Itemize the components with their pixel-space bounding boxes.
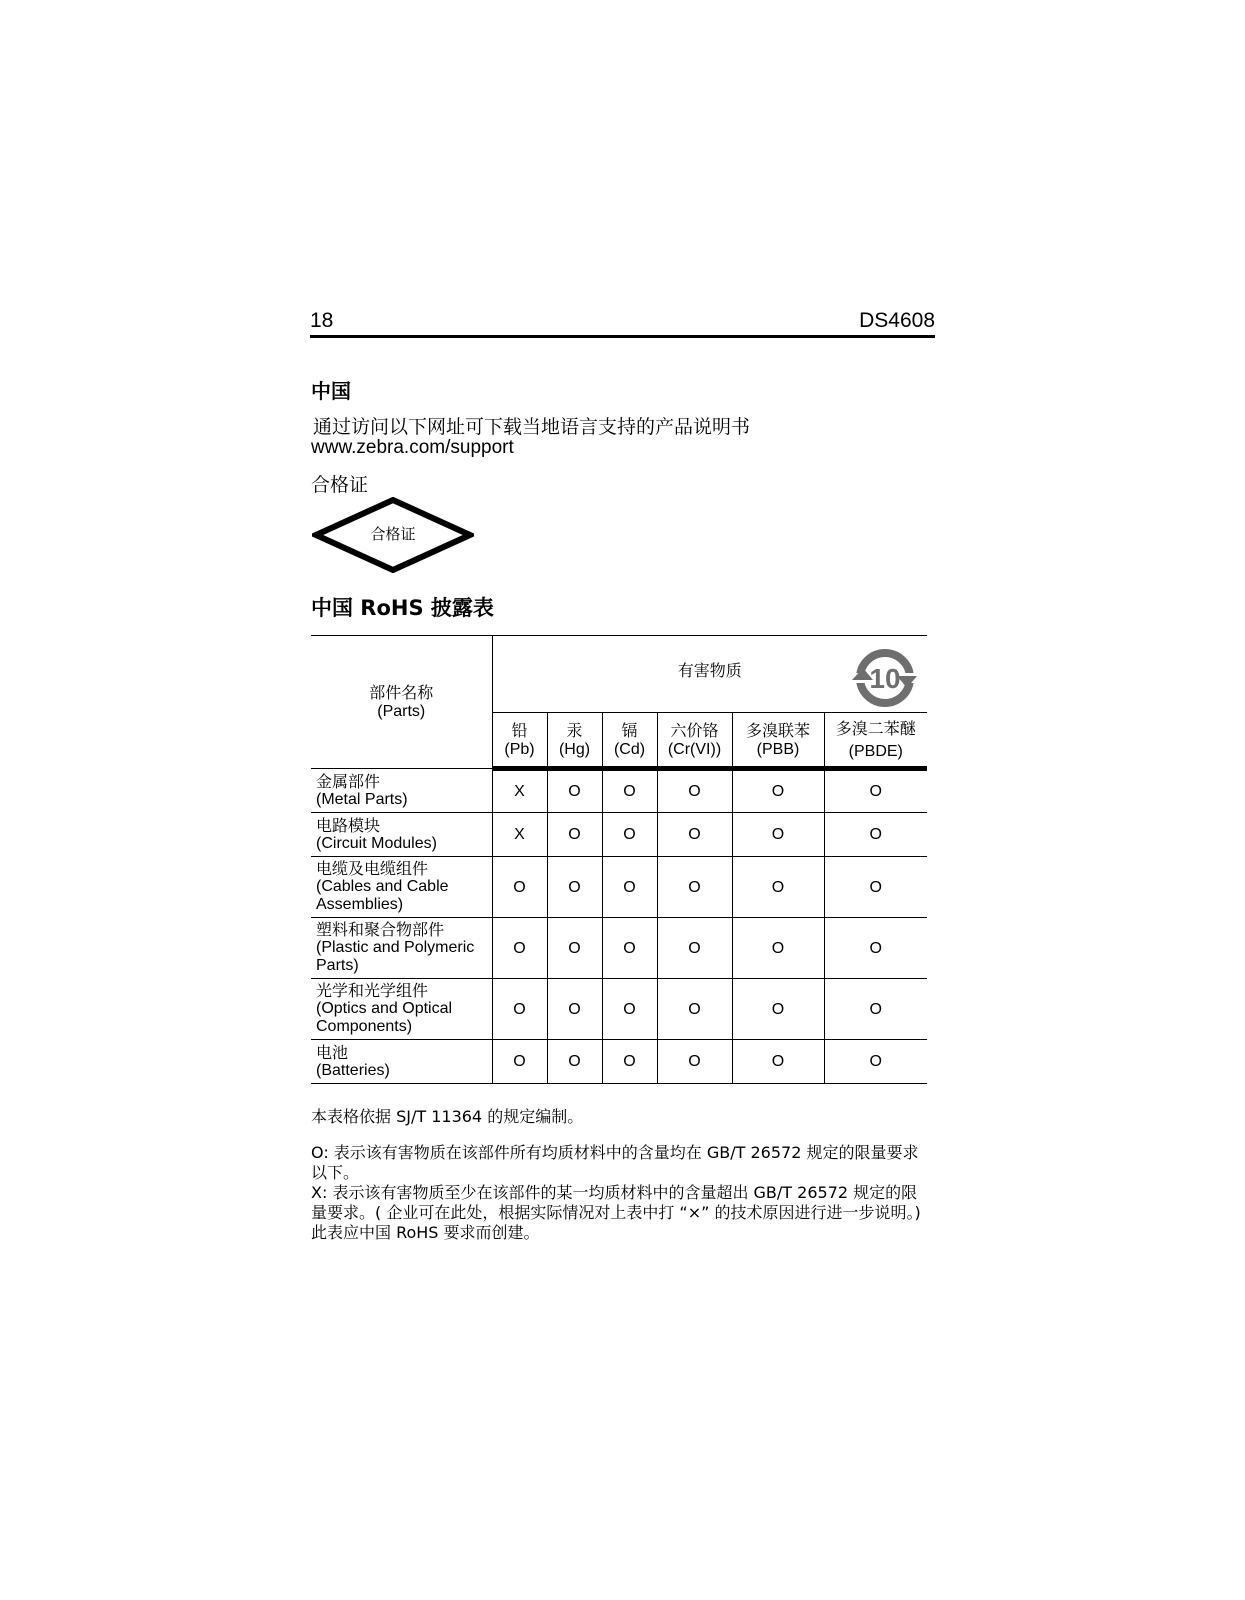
rohs-notes: [311, 1107, 931, 1243]
value-cell: O: [732, 1040, 824, 1084]
table-row: [311, 857, 927, 918]
part-name-zh: 电路模块: [316, 815, 381, 835]
substance-zh: 多溴二苯醚: [835, 718, 916, 738]
value-cell: O: [732, 813, 824, 857]
value-cell: O: [547, 918, 602, 979]
table-row: [311, 813, 927, 857]
hazardous-substances-header: [492, 636, 927, 713]
part-name-cell: [311, 979, 492, 1040]
section-heading-china: 中国: [311, 379, 351, 403]
part-name-cell: [311, 813, 492, 857]
substance-en: (PBDE): [848, 742, 903, 760]
table-row: [311, 979, 927, 1040]
part-name-cell: [311, 769, 492, 813]
value-cell: O: [824, 857, 927, 918]
value-cell: O: [547, 769, 602, 813]
value-cell: O: [657, 813, 732, 857]
value-cell: O: [732, 857, 824, 918]
o-definition-note: O: 表示该有害物质在该部件所有均质材料中的含量均在 GB/T 26572 规定的限量要求以下。: [311, 1143, 919, 1182]
substance-header: [602, 713, 657, 769]
value-cell: O: [602, 1040, 657, 1084]
part-name-en-cont: Parts): [316, 957, 359, 974]
certificate-mark-text: 合格证: [370, 525, 416, 543]
value-cell: O: [547, 857, 602, 918]
substance-header: [824, 713, 927, 769]
parts-header-zh: 部件名称: [369, 683, 434, 702]
value-cell: O: [824, 1040, 927, 1084]
rohs-disclosure-table: [311, 635, 927, 1084]
value-cell: O: [824, 769, 927, 813]
value-cell: O: [657, 918, 732, 979]
value-cell: X: [492, 769, 547, 813]
value-cell: O: [602, 813, 657, 857]
value-cell: O: [547, 1040, 602, 1084]
support-url: www.zebra.com/support: [311, 437, 514, 458]
part-name-en: (Plastic and Polymeric: [316, 939, 475, 956]
value-cell: O: [657, 857, 732, 918]
value-cell: O: [547, 813, 602, 857]
value-cell: O: [657, 1040, 732, 1084]
substance-en: (Pb): [504, 740, 535, 758]
part-name-zh: 光学和光学组件: [316, 981, 429, 1000]
download-instructions: 通过访问以下网址可下载当地语言支持的产品说明书: [313, 416, 751, 438]
value-cell: O: [492, 1040, 547, 1084]
part-name-zh: 电池: [316, 1042, 349, 1062]
substance-zh: 六价铬: [670, 720, 719, 740]
part-name-en: (Optics and Optical: [316, 1000, 453, 1017]
substance-zh: 镉: [621, 720, 638, 740]
certificate-label: 合格证: [311, 474, 369, 496]
standard-basis-note: 本表格依据 SJ/T 11364 的规定编制。: [311, 1107, 584, 1126]
value-cell: O: [602, 979, 657, 1040]
table-row: [311, 1040, 927, 1084]
value-cell: O: [732, 979, 824, 1040]
substance-zh: 多溴联苯: [745, 720, 810, 740]
value-cell: O: [492, 918, 547, 979]
rohs-table-title: 中国 RoHS 披露表: [311, 596, 494, 620]
substance-en: (Cr(VI)): [667, 740, 722, 758]
value-cell: X: [492, 813, 547, 857]
part-name-zh: 电缆及电缆组件: [316, 859, 429, 878]
part-name-en-cont: Assemblies): [316, 896, 404, 913]
table-row: [311, 918, 927, 979]
parts-header-en: (Parts): [377, 703, 426, 720]
substance-en: (Hg): [558, 740, 591, 758]
substance-zh: 铅: [511, 720, 528, 740]
substance-en: (PBB): [756, 740, 800, 758]
page-number: 18: [310, 309, 334, 332]
value-cell: O: [657, 979, 732, 1040]
value-cell: O: [547, 979, 602, 1040]
value-cell: O: [657, 769, 732, 813]
table-row: [311, 769, 927, 813]
page-header: [310, 305, 935, 338]
hazardous-substances-label: 有害物质: [677, 661, 742, 680]
value-cell: O: [602, 918, 657, 979]
value-cell: O: [824, 918, 927, 979]
value-cell: O: [602, 857, 657, 918]
substance-zh: 汞: [566, 720, 583, 740]
substance-header: [657, 713, 732, 769]
part-name-zh: 金属部件: [316, 771, 381, 791]
substance-header: [547, 713, 602, 769]
value-cell: O: [492, 857, 547, 918]
value-cell: O: [732, 769, 824, 813]
value-cell: O: [492, 979, 547, 1040]
x-definition-note: X: 表示该有害物质至少在该部件的某一均质材料中的含量超出 GB/T 26572 规定的限量要求。( 企业可在此处，根据实际情况对上表中打 “×” 的技术原因进行进一步说明。): [311, 1183, 921, 1222]
part-name-en: (Circuit Modules): [316, 834, 437, 852]
part-name-en: (Batteries): [316, 1061, 390, 1079]
part-name-en: (Cables and Cable: [316, 878, 449, 895]
efup-10-icon: [851, 646, 919, 710]
part-name-cell: [311, 857, 492, 918]
part-name-en-cont: Components): [316, 1018, 413, 1035]
value-cell: O: [824, 813, 927, 857]
substance-header: [732, 713, 824, 769]
certificate-mark: [312, 497, 474, 573]
value-cell: O: [732, 918, 824, 979]
part-name-en: (Metal Parts): [316, 790, 408, 808]
efup-value-text: 10: [869, 663, 901, 694]
part-name-cell: [311, 1040, 492, 1084]
substance-header: [492, 713, 547, 769]
created-note: 此表应中国 RoHS 要求而创建。: [311, 1223, 540, 1242]
part-name-cell: [311, 918, 492, 979]
parts-column-header: [311, 636, 492, 769]
value-cell: O: [602, 769, 657, 813]
value-cell: O: [824, 979, 927, 1040]
part-name-zh: 塑料和聚合物部件: [316, 920, 445, 939]
document-id: DS4608: [859, 309, 935, 332]
substance-en: (Cd): [613, 740, 646, 758]
